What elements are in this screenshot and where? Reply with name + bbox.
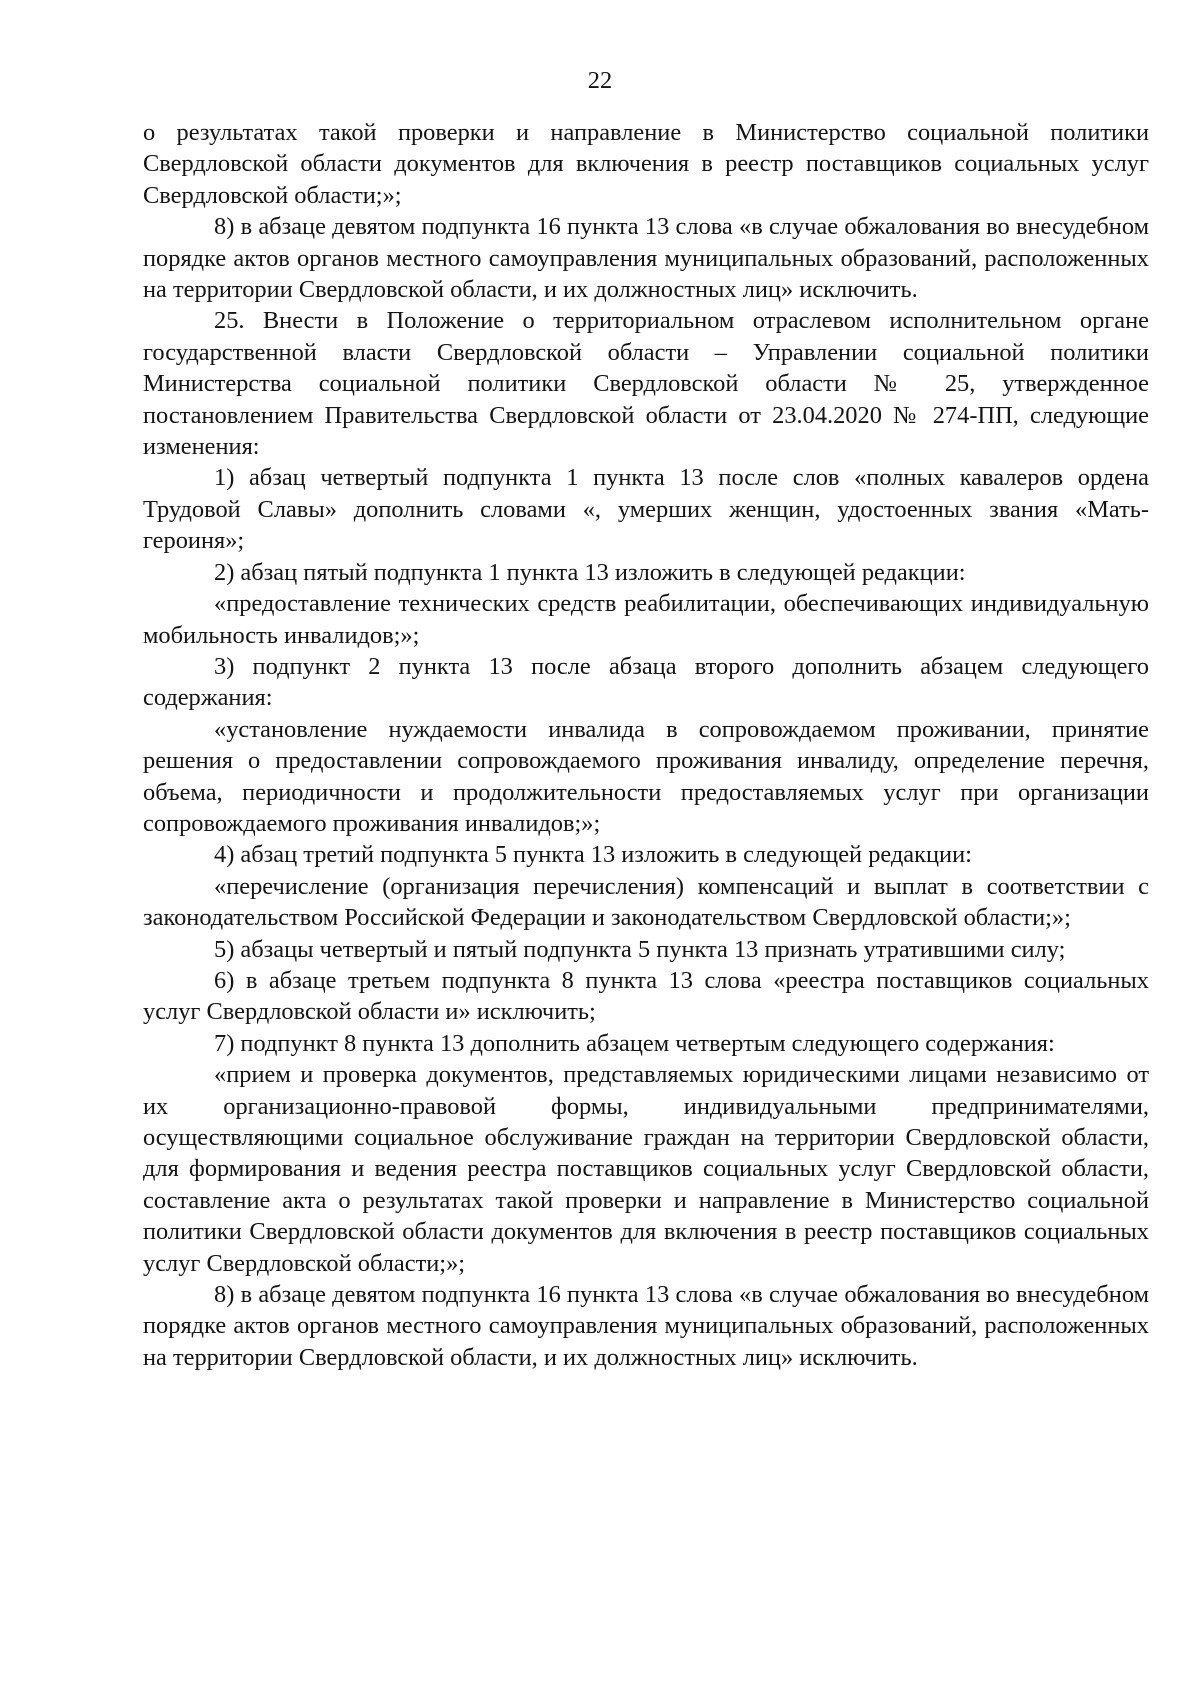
document-body: [143, 117, 1149, 1373]
paragraph-item-5: 5) абзацы четвертый и пятый подпункта 5 пункта 13 признать утратившими силу;: [214, 935, 1066, 963]
paragraph-quote-item-2: «предоставление технических средств реабилитации, обеспечивающих индивидуальную мобильность инвалидов;»;: [143, 590, 1149, 649]
paragraph-continuation: о результатах такой проверки и направление в Министерство социальной политики Свердловской области документов для включения в реестр поставщиков социальных услуг Свердловской области;»;: [143, 119, 1149, 209]
paragraph-item-2: 2) абзац пятый подпункта 1 пункта 13 изложить в следующей редакции:: [214, 558, 966, 586]
paragraph-section-25: 25. Внести в Положение о территориальном отраслевом исполнительном органе государственной власти Свердловской области – Управлении социальной политики Министерства социальной политики Свердловской области № 25, утвержденное постановлением Правительства Свердловской области от 23.04.2020 № 274-ПП, следующие изменения:: [143, 307, 1149, 461]
paragraph-item-8-repeat: 8) в абзаце девятом подпункта 16 пункта 13 слова «в случае обжалования во внесудебном порядке актов органов местного самоуправления муниципальных образований, расположенных на территории Свердловской области, и их должностных лиц» исключить.: [143, 1281, 1149, 1371]
page-number: 22: [587, 67, 613, 94]
paragraph-item-1: 1) абзац четвертый подпункта 1 пункта 13 после слов «полных кавалеров ордена Трудовой Славы» дополнить словами «, умерших женщин, удостоенных звания «Мать-героиня»;: [143, 464, 1149, 555]
paragraph-quote-item-4: «перечисление (организация перечисления) компенсаций и выплат в соответствии с законодательством Российской Федерации и законодательством Свердловской области;»;: [143, 872, 1149, 932]
paragraph-quote-item-3: «установление нуждаемости инвалида в сопровождаемом проживании, принятие решения о предоставлении сопровождаемого проживания инвалиду, определение перечня, объема, периодичности и продолжительности предоставляемых услуг при организации сопровождаемого проживания инвалидов;»;: [143, 715, 1149, 837]
paragraph-item-7: 7) подпункт 8 пункта 13 дополнить абзацем четвертым следующего содержания:: [214, 1029, 1055, 1057]
paragraph-item-6: 6) в абзаце третьем подпункта 8 пункта 13 слова «реестра поставщиков социальных услуг Свердловской области и» исключить;: [143, 966, 1149, 1026]
paragraph-item-8: 8) в абзаце девятом подпункта 16 пункта 13 слова «в случае обжалования во внесудебном порядке актов органов местного самоуправления муниципальных образований, расположенных на территории Свердловской области, и их должностных лиц» исключить.: [143, 213, 1149, 304]
paragraph-item-3: 3) подпункт 2 пункта 13 после абзаца второго дополнить абзацем следующего содержания:: [143, 652, 1149, 712]
paragraph-item-4: 4) абзац третий подпункта 5 пункта 13 изложить в следующей редакции:: [214, 841, 972, 869]
paragraph-quote-item-7: «прием и проверка документов, представляемых юридическими лицами независимо от их организационно-правовой формы, индивидуальными предпринимателями, осуществляющими социальное обслуживание граждан на территории Свердловской области, для формирования и ведения реестра поставщиков социальных услуг Свердловской области, составление акта о результатах такой проверки и направление в Министерство социальной политики Свердловской области документов для включения в реестр поставщиков социальных услуг Свердловской области;»;: [143, 1061, 1149, 1277]
